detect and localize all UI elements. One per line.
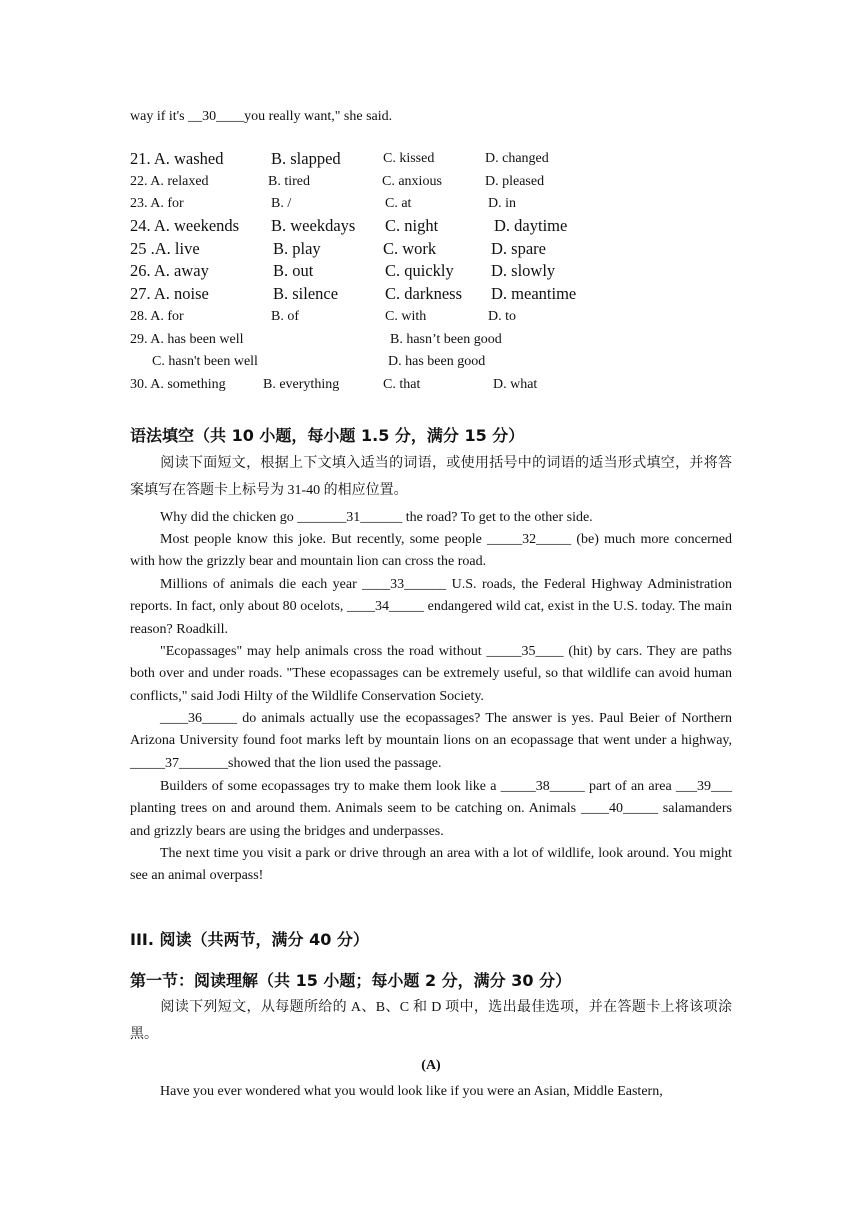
paragraph-7 (130, 843, 732, 888)
paragraph-text: "Ecopassages" may help animals cross the road without _____35____ (hit) by cars. They are paths both over and under roads. "These ecopassages can be extremely useful, so that wildlife can avoid human conflicts," said Jodi Hilty of the Wildlife Conservation Society. (130, 644, 732, 704)
intro-line: way if it's __30____you really want," she said. (130, 109, 393, 124)
option-d: D. has been good (388, 354, 486, 369)
option-d: D. daytime (494, 216, 568, 235)
option-b: B. tired (268, 174, 310, 189)
option-d: D. to (488, 309, 516, 324)
reading-instruction (130, 994, 732, 1048)
paragraph-6 (130, 776, 732, 843)
reading-instruction-text: 阅读下列短文，从每题所给的 A、B、C 和 D 项中，选出最佳选项，并在答题卡上将该项涂黑。 (130, 1000, 732, 1042)
option-c: C. anxious (382, 174, 442, 189)
option-b: B. hasn’t been good (390, 332, 502, 347)
option-a: 21. A. washed (130, 149, 224, 168)
option-b: B. / (271, 196, 292, 211)
paragraph-text: The next time you visit a park or drive through an area with a lot of wildlife, look around. You might see an animal overpass! (130, 846, 732, 884)
option-c: C. at (385, 196, 412, 211)
paragraph-text: ____36_____ do animals actually use the ecopassages? The answer is yes. Paul Beier of Northern Arizona University found foot marks left by mountain lions on an ecopassage that went under a highway, _____37_______showed that the lion used the passage. (130, 711, 732, 771)
passage-text: Have you ever wondered what you would look like if you were an Asian, Middle Eastern, (160, 1084, 663, 1099)
option-a: 30. A. something (130, 377, 226, 392)
option-a: 27. A. noise (130, 284, 209, 303)
option-c: C. that (383, 377, 421, 392)
option-b: B. weekdays (271, 216, 356, 235)
option-a: 24. A. weekends (130, 216, 240, 235)
grammar-instruction (130, 450, 732, 504)
option-a: 28. A. for (130, 309, 184, 324)
passage-first-line (130, 1081, 732, 1103)
option-c: C. work (383, 239, 437, 258)
option-c: C. hasn't been well (152, 354, 258, 369)
option-b: B. of (271, 309, 299, 324)
paragraph-3 (130, 574, 732, 641)
option-a: 29. A. has been well (130, 332, 244, 347)
option-d: D. meantime (491, 284, 577, 303)
paragraph-text: Builders of some ecopassages try to make them look like a _____38_____ part of an area ___39___ planting trees on and around them. Animals seem to be catching on. Animals ____40_____ salamanders and grizzly bears are using the bridges and underpasses. (130, 779, 732, 839)
paragraph-text: Most people know this joke. But recently, some people _____32_____ (be) much more concerned with how the grizzly bear and mountain lion can cross the road. (130, 532, 732, 570)
option-a: 25 .A. live (130, 239, 200, 258)
option-c: C. darkness (385, 284, 462, 303)
paragraph-1 (130, 507, 732, 529)
option-c: C. kissed (383, 151, 435, 166)
grammar-instruction-text: 阅读下面短文，根据上下文填入适当的词语，或使用括号中的词语的适当形式填空，并将答案填写在答题卡上标号为 31-40 的相应位置。 (130, 456, 732, 498)
option-d: D. spare (491, 239, 546, 258)
option-d: D. pleased (485, 174, 545, 189)
passage-label: (A) (421, 1058, 441, 1073)
option-d: D. changed (485, 151, 549, 166)
paragraph-2 (130, 529, 732, 574)
paragraph-5 (130, 708, 732, 775)
option-d: D. in (488, 196, 516, 211)
grammar-heading: 语法填空（共 10 小题，每小题 1.5 分，满分 15 分） (130, 426, 525, 445)
section1-heading: 第一节：阅读理解（共 15 小题；每小题 2 分，满分 30 分） (130, 971, 572, 990)
option-c: C. night (385, 216, 439, 235)
paragraph-4 (130, 641, 732, 708)
option-b: B. everything (263, 377, 340, 392)
option-a: 23. A. for (130, 196, 184, 211)
option-b: B. play (273, 239, 321, 258)
paragraph-text: Why did the chicken go _______31______ the road? To get to the other side. (160, 510, 593, 525)
reading-heading: III. 阅读（共两节，满分 40 分） (130, 930, 369, 949)
paragraph-text: Millions of animals die each year ____33______ U.S. roads, the Federal Highway Administration reports. In fact, only about 80 ocelots, ____34_____ endangered wild cat, exist in the U.S. today. The main reason? Roadkill. (130, 577, 732, 637)
option-c: C. quickly (385, 261, 454, 280)
option-b: B. slapped (271, 149, 341, 168)
option-d: D. what (493, 377, 538, 392)
option-a: 22. A. relaxed (130, 174, 209, 189)
option-c: C. with (385, 309, 427, 324)
option-a: 26. A. away (130, 261, 209, 280)
option-b: B. silence (273, 284, 339, 303)
option-d: D. slowly (491, 261, 556, 280)
option-b: B. out (273, 261, 314, 280)
